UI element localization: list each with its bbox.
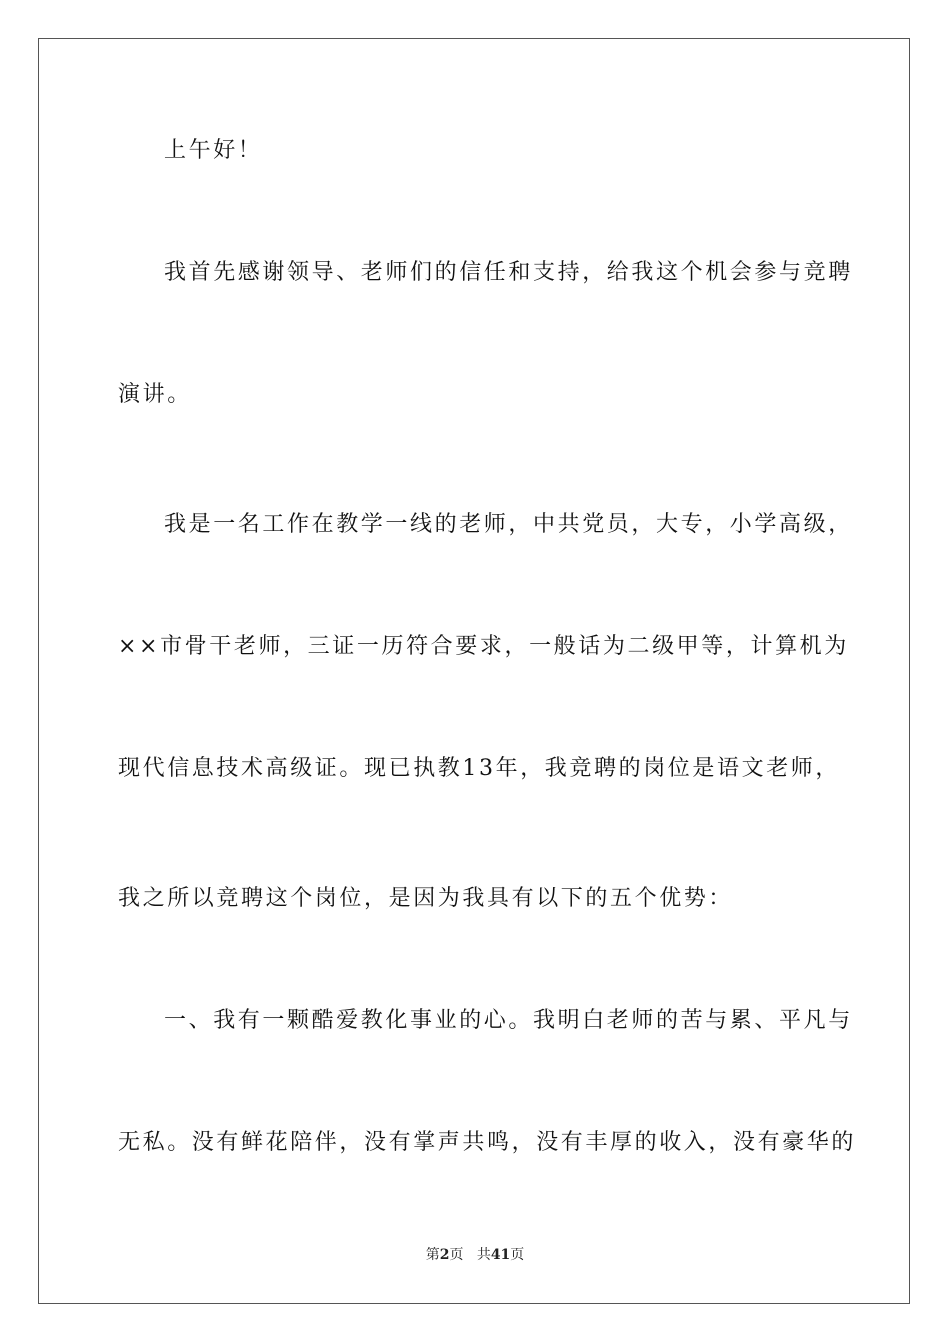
page-footer xyxy=(0,1246,950,1264)
page-number: 2 xyxy=(439,1247,450,1263)
paragraph-line: 无私。没有鲜花陪伴，没有掌声共鸣，没有丰厚的收入，没有豪华的 xyxy=(118,1130,857,1155)
greeting-line: 上午好！ xyxy=(164,138,263,163)
paragraph-line: ××市骨干老师，三证一历符合要求，一般话为二级甲等，计算机为 xyxy=(118,634,849,659)
paragraph-line: 我之所以竞聘这个岗位，是因为我具有以下的五个优势： xyxy=(118,886,734,911)
total-prefix: 共 xyxy=(476,1247,491,1263)
paragraph-line: 现代信息技术高级证。现已执教13年，我竞聘的岗位是语文老师， xyxy=(118,756,840,781)
page-border xyxy=(38,38,910,1304)
total-pages: 41 xyxy=(490,1247,511,1263)
paragraph-line: 演讲。 xyxy=(118,382,192,407)
page-suffix: 页 xyxy=(449,1247,464,1263)
paragraph-line: 我首先感谢领导、老师们的信任和支持，给我这个机会参与竞聘 xyxy=(164,260,853,285)
page-prefix: 第 xyxy=(425,1247,440,1263)
total-suffix: 页 xyxy=(510,1247,525,1263)
paragraph-line: 我是一名工作在教学一线的老师，中共党员，大专，小学高级， xyxy=(164,512,853,537)
paragraph-line: 一、我有一颗酷爱教化事业的心。我明白老师的苦与累、平凡与 xyxy=(164,1008,853,1033)
